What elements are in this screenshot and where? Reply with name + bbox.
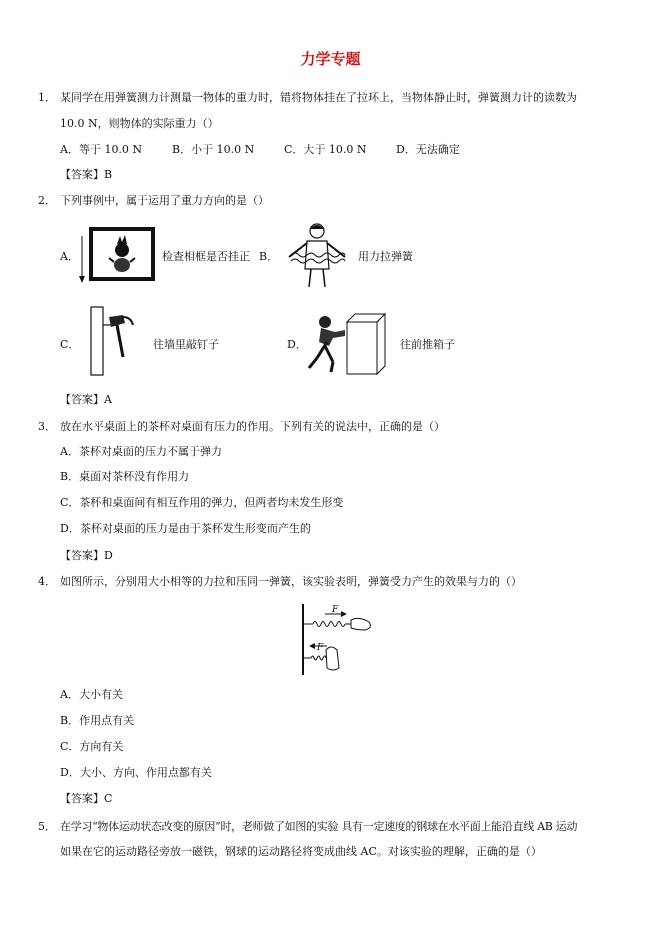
q1-option-d: D．无法确定 — [396, 143, 460, 156]
q2-stem: 下列事例中，属于运用了重力方向的是（） — [60, 194, 269, 207]
q1-option-b: B．小于 10.0 N — [172, 143, 255, 156]
q3-option-a: A．茶杯对桌面的压力不属于弹力 — [60, 445, 222, 458]
q2-option-a-text: 检查相框是否挂正 — [162, 250, 250, 263]
q1-number: 1． — [38, 91, 56, 104]
force-label-bottom: F — [317, 643, 324, 653]
q3-option-b: B．桌面对茶杯没有作用力 — [60, 470, 190, 483]
q4-option-a: A．大小有关 — [60, 688, 123, 701]
q4-option-b: B．作用点有关 — [60, 714, 135, 727]
q2-option-c-letter: C． — [60, 338, 80, 351]
force-label-top: F — [332, 605, 339, 615]
q4-option-d: D．大小、方向、作用点都有关 — [60, 766, 212, 779]
q4-option-c: C．方向有关 — [60, 740, 124, 753]
q3-option-d: D．茶杯对桌面的压力是由于茶杯发生形变而产生的 — [60, 522, 311, 535]
q1-stem-line2: 10.0 N，则物体的实际重力（） — [60, 117, 219, 130]
q2-option-d-letter: D． — [287, 338, 307, 351]
spring-pull-figure — [281, 221, 353, 289]
page-title: 力学专题 — [300, 50, 361, 68]
q2-number: 2． — [38, 194, 56, 207]
q5-number: 5． — [38, 820, 56, 833]
q4-answer: 【答案】C — [60, 792, 113, 805]
q4-number: 4． — [38, 575, 56, 588]
q3-option-c: C．茶杯和桌面间有相互作用的弹力，但两者均未发生形变 — [60, 496, 344, 509]
q3-stem: 放在水平桌面上的茶杯对桌面有压力的作用。下列有关的说法中，正确的是（） — [60, 420, 445, 433]
q2-option-b-letter: B． — [259, 250, 279, 263]
q1-answer: 【答案】B — [60, 168, 113, 181]
q1-option-c: C．大于 10.0 N — [284, 143, 367, 156]
q2-option-d-text: 往前推箱子 — [400, 338, 455, 351]
q2-answer: 【答案】A — [60, 393, 112, 406]
q2-option-c-text: 往墙里敲钉子 — [153, 338, 219, 351]
q1-option-a: A．等于 10.0 N — [60, 143, 143, 156]
q5-stem-line2: 如果在它的运动路径旁放一磁铁，钢球的运动路径将变成曲线 AC。对该实验的理解，正确的是（） — [60, 845, 542, 858]
hammer-nail-figure — [89, 305, 137, 377]
q3-answer: 【答案】D — [60, 549, 113, 562]
q5-stem-line1: 在学习“物体运动状态改变的原因”时，老师做了如图的实验 具有一定速度的钢球在水平面上能沿直线 AB 运动 — [60, 820, 578, 833]
q2-option-a-letter: A． — [60, 250, 79, 263]
push-box-figure — [305, 312, 387, 376]
q3-number: 3． — [38, 420, 56, 433]
picture-frame-figure — [77, 226, 157, 286]
q4-stem: 如图所示，分别用大小相等的力拉和压同一弹簧，该实验表明，弹簧受力产生的效果与力的（） — [60, 575, 522, 588]
q1-stem-line1: 某同学在用弹簧测力计测量一物体的重力时，错将物体挂在了拉环上，当物体静止时，弹簧测力计的读数为 — [60, 91, 577, 104]
q2-option-b-text: 用力拉弹簧 — [358, 250, 413, 263]
